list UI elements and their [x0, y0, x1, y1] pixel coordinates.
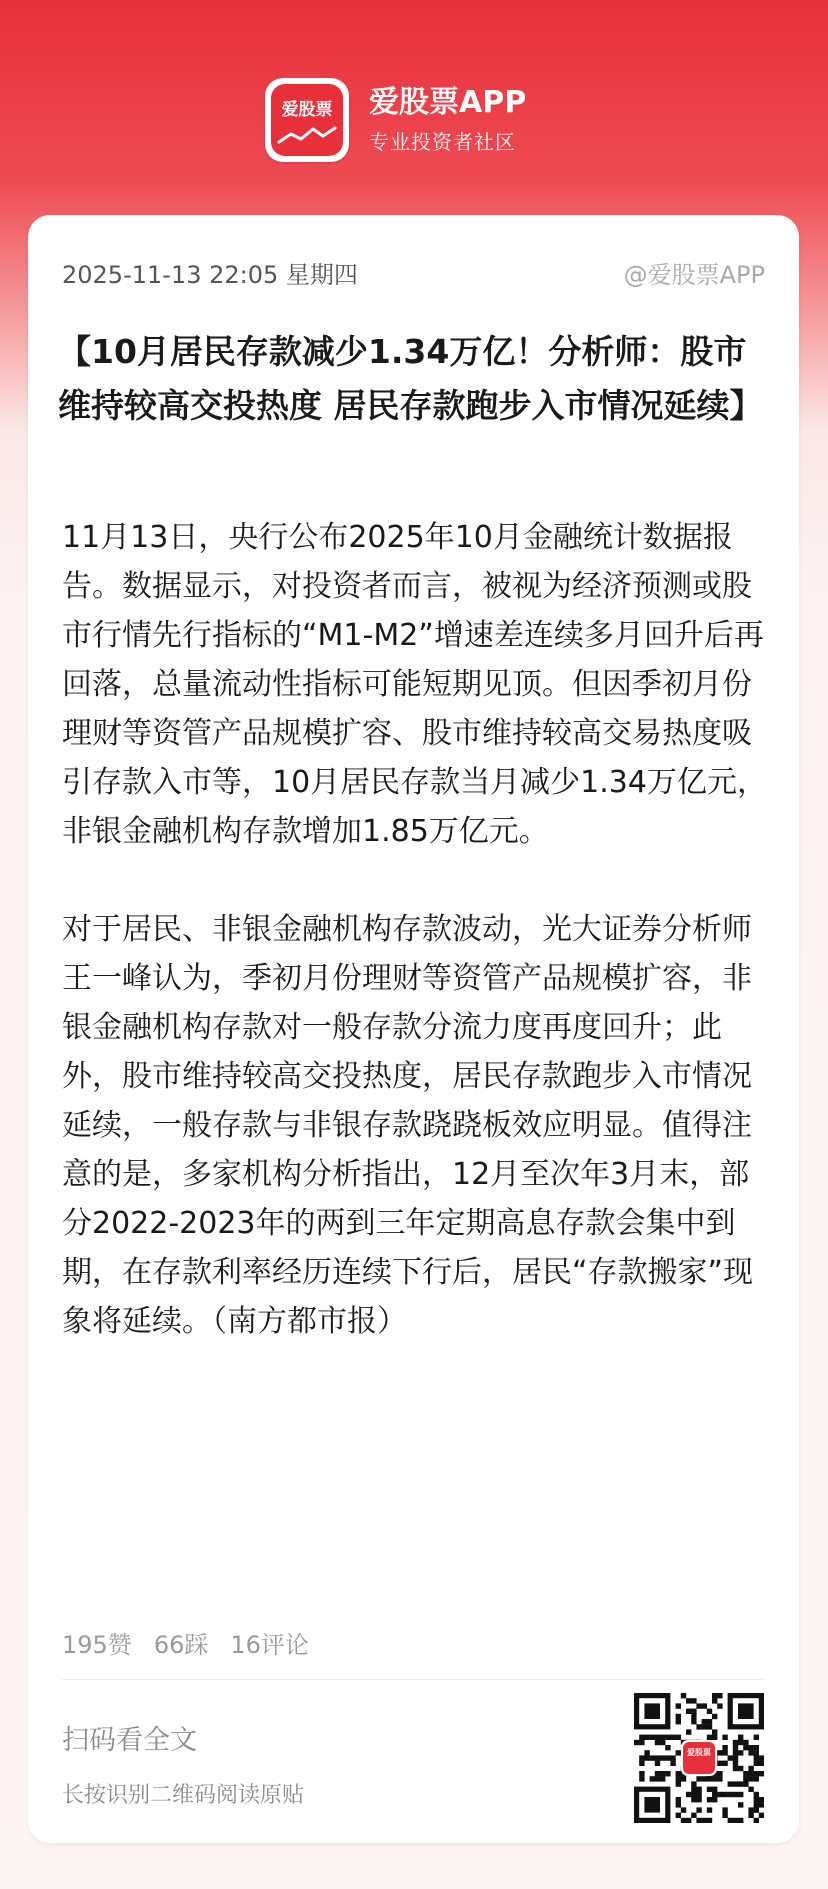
post-datetime: 2025-11-13 22:05 星期四	[62, 261, 358, 289]
stock-line-icon	[277, 124, 337, 146]
post-body	[62, 513, 769, 1346]
logo-text: 爱股票	[281, 100, 333, 120]
scan-label: 扫码看全文	[62, 1725, 197, 1756]
post-source[interactable]: @爱股票APP	[623, 261, 765, 289]
app-name: 爱股票APP	[369, 85, 527, 120]
qr-code-icon[interactable]	[634, 1693, 764, 1823]
post-card	[28, 215, 799, 1843]
app-header	[265, 70, 526, 170]
post-paragraph: 对于居民、非银金融机构存款波动，光大证券分析师王一峰认为，季初月份理财等资管产品规模扩容，非银金融机构存款对一般存款分流力度再度回升；此外，股市维持较高交投热度，居民存款跑步入市情况延续，一般存款与非银存款跷跷板效应明显。值得注意的是，多家机构分析指出，12月至次年3月末，部分2022-2023年的两到三年定期高息存款会集中到期，在存款利率经历连续下行后，居民“存款搬家”现象将延续。（南方都市报）	[62, 912, 754, 1339]
post-title: 【10月居民存款减少1.34万亿！分析师：股市维持较高交投热度 居民存款跑步入市情况延续】	[58, 332, 763, 425]
dislikes-count[interactable]: 66踩	[153, 1631, 209, 1659]
qr-logo-icon	[681, 1740, 717, 1776]
qr-logo-text: 爱股票	[683, 1742, 715, 1774]
app-logo-icon	[265, 78, 349, 162]
post-meta	[62, 255, 765, 290]
scan-hint: 长按识别二维码阅读原贴	[62, 1783, 305, 1808]
post-paragraph: 11月13日，央行公布2025年10月金融统计数据报告。数据显示，对投资者而言，被视为经济预测或股市行情先行指标的“M1-M2”增速差连续多月回升后再回落，总量流动性指标可能短期见顶。但因季初月份理财等资管产品规模扩容、股市维持较高交易热度吸引存款入市等，10月居民存款当月减少1.34万亿元，非银金融机构存款增加1.85万亿元。	[62, 520, 767, 849]
footer-divider	[62, 1679, 765, 1680]
comments-count[interactable]: 16评论	[230, 1631, 309, 1659]
brand-block	[369, 83, 526, 157]
post-stats	[62, 1625, 309, 1660]
logo-badge	[271, 84, 343, 156]
likes-count[interactable]: 195赞	[62, 1631, 132, 1659]
app-tagline: 专业投资者社区	[369, 130, 516, 154]
